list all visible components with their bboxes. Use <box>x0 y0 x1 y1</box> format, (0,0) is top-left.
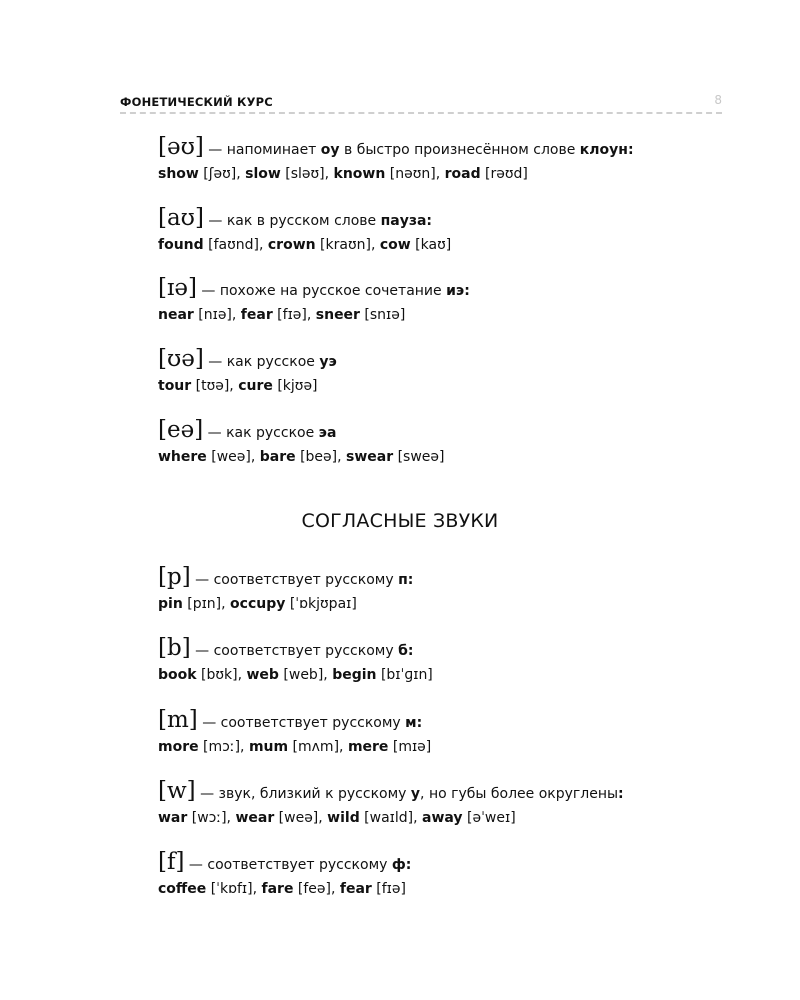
sound-entry-diphthong-ee <box>158 415 758 467</box>
example-words: show [ʃəʊ], slow [sləʊ], known [nəʊn], road [rəʊd] <box>158 166 528 182</box>
phonetic-symbol: [b] <box>158 635 191 661</box>
page-number: 8 <box>714 93 722 107</box>
sound-entry-consonant-p <box>158 562 758 614</box>
sound-entry-diphthong-ue <box>158 344 758 396</box>
sound-entry-diphthong-eu <box>158 132 758 184</box>
phonetic-symbol: [f] <box>158 849 185 875</box>
example-words: where [weə], bare [beə], swear [sweə] <box>158 449 445 465</box>
sound-entry-diphthong-au <box>158 203 758 255</box>
example-words: pin [pɪn], occupy [ˈɒkjʊpaɪ] <box>158 596 357 612</box>
section-title-consonants: СОГЛАСНЫЕ ЗВУКИ <box>301 510 499 532</box>
phonetic-symbol: [ʊə] <box>158 346 204 372</box>
example-words: coffee [ˈkɒfɪ], fare [feə], fear [fɪə] <box>158 881 406 897</box>
sound-description: [b] — соответствует русскому б: <box>158 635 414 661</box>
phonetic-symbol: [w] <box>158 778 196 804</box>
sound-description: [əʊ] — напоминает оу в быстро произнесённом слове клоун: <box>158 134 634 160</box>
example-words: found [faʊnd], crown [kraʊn], cow [kaʊ] <box>158 237 452 253</box>
sound-description: [m] — соответствует русскому м: <box>158 707 423 733</box>
header-title: ФОНЕТИЧЕСКИЙ КУРС <box>120 95 273 109</box>
example-words: more [mɔː], mum [mʌm], mere [mɪə] <box>158 739 432 755</box>
phonetic-symbol: [ɪə] <box>158 275 197 301</box>
sound-description: [f] — соответствует русскому ф: <box>158 849 412 875</box>
sound-entry-consonant-m <box>158 705 758 757</box>
sound-description: [aʊ] — как в русском слове пауза: <box>158 205 433 231</box>
sound-description: [eə] — как русское эа <box>158 417 337 443</box>
running-header <box>120 95 722 113</box>
phonetic-symbol: [p] <box>158 564 191 590</box>
sound-entry-consonant-b <box>158 633 758 685</box>
example-words: book [bʊk], web [web], begin [bɪˈɡɪn] <box>158 667 433 683</box>
sound-description: [p] — соответствует русскому п: <box>158 564 414 590</box>
example-words: war [wɔː], wear [weə], wild [waɪld], away [əˈweɪ] <box>158 810 516 826</box>
phonetic-symbol: [eə] <box>158 417 204 443</box>
sound-entry-consonant-w <box>158 776 758 828</box>
phonetic-symbol: [aʊ] <box>158 205 204 231</box>
phonetic-symbol: [m] <box>158 707 198 733</box>
example-words: near [nɪə], fear [fɪə], sneer [snɪə] <box>158 307 406 323</box>
example-words: tour [tʊə], cure [kjʊə] <box>158 378 318 394</box>
sound-entry-consonant-f <box>158 847 758 899</box>
sound-entry-diphthong-ie <box>158 273 758 325</box>
header-divider <box>120 112 722 114</box>
sound-description: [ɪə] — похоже на русское сочетание иэ: <box>158 275 470 301</box>
phonetic-symbol: [əʊ] <box>158 134 204 160</box>
sound-description: [w] — звук, близкий к русскому у, но губы более округлены: <box>158 778 624 804</box>
sound-description: [ʊə] — как русское уэ <box>158 346 337 372</box>
